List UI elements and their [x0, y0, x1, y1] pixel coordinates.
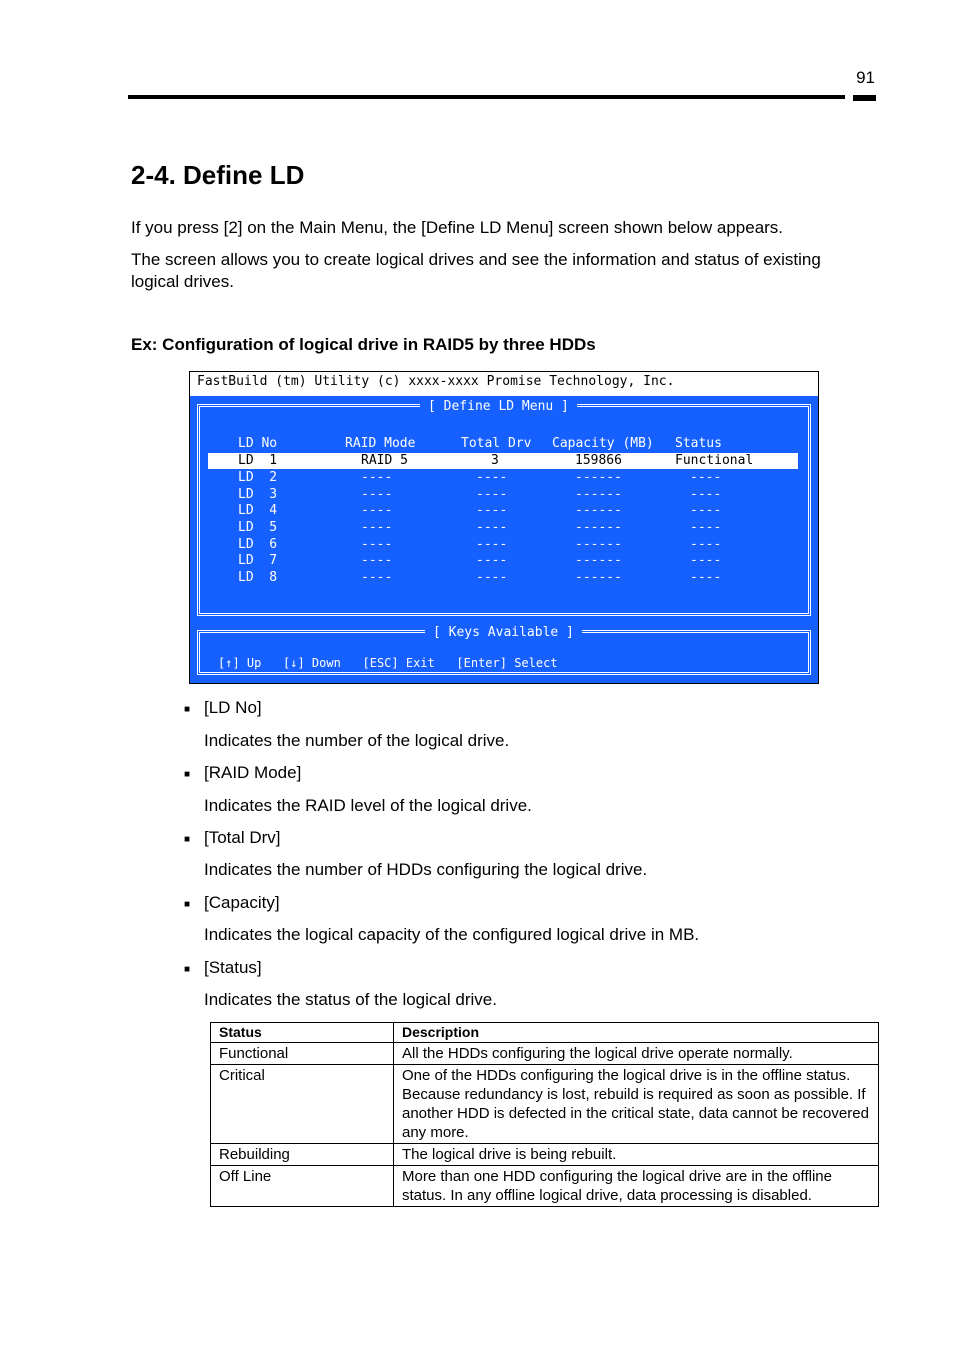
- bullet-icon: ■: [184, 769, 191, 780]
- raid-mode: ----: [361, 570, 393, 585]
- status: ----: [690, 470, 722, 485]
- field-desc-ld-no: Indicates the number of the logical drive.: [204, 731, 510, 750]
- column-header-ld-no: LD No: [238, 436, 278, 451]
- field-desc-status: Indicates the status of the logical drive.: [204, 990, 497, 1009]
- bullet-icon: ■: [184, 704, 191, 715]
- keys-available-label: [ Keys Available ]: [425, 625, 582, 641]
- bios-screenshot: [189, 371, 819, 684]
- total-drv: ----: [476, 487, 508, 502]
- define-ld-panel: [197, 399, 811, 616]
- ld-no: LD 6: [238, 537, 278, 552]
- table-header-description: Description: [394, 1023, 879, 1043]
- raid-mode: ----: [361, 553, 393, 568]
- status-cell: Rebuilding: [211, 1144, 394, 1166]
- description-cell: All the HDDs configuring the logical drive operate normally.: [394, 1043, 879, 1065]
- status: ----: [690, 570, 722, 585]
- column-header-status: Status: [675, 436, 722, 451]
- header-rule: [128, 95, 845, 99]
- section-title: 2-4. Define LD: [131, 160, 305, 190]
- field-desc-total-drv: Indicates the number of HDDs configuring the logical drive.: [204, 860, 648, 879]
- screen-body: [190, 396, 818, 683]
- description-cell: The logical drive is being rebuilt.: [394, 1144, 879, 1166]
- table-row: [211, 1166, 879, 1207]
- field-label-capacity: [Capacity]: [204, 893, 280, 912]
- ld-no: LD 8: [238, 570, 278, 585]
- raid-mode: ----: [361, 470, 393, 485]
- field-label-status: [Status]: [204, 958, 262, 977]
- ld-no: LD 5: [238, 520, 278, 535]
- capacity: ------: [575, 487, 622, 502]
- column-header-capacity: Capacity (MB): [552, 436, 654, 451]
- total-drv: ----: [476, 470, 508, 485]
- keys-list: [↑] Up [↓] Down [ESC] Exit [Enter] Select: [218, 656, 558, 670]
- table-row: [211, 1144, 879, 1166]
- table-row: [211, 1043, 879, 1065]
- status: ----: [690, 553, 722, 568]
- total-drv: 3: [491, 453, 499, 468]
- raid-mode: ----: [361, 487, 393, 502]
- header-tab: [853, 95, 876, 101]
- field-label-raid-mode: [RAID Mode]: [204, 763, 302, 782]
- status-cell: Critical: [211, 1065, 394, 1144]
- column-header-total-drv: Total Drv: [461, 436, 532, 451]
- raid-mode: ----: [361, 503, 393, 518]
- screen-title: FastBuild (tm) Utility (c) xxxx-xxxx Promise Technology, Inc.: [197, 374, 675, 389]
- total-drv: ----: [476, 520, 508, 535]
- field-label-ld-no: [LD No]: [204, 698, 262, 717]
- status: ----: [690, 537, 722, 552]
- bullet-icon: ■: [184, 899, 191, 910]
- ld-no: LD 1: [238, 453, 278, 468]
- capacity: ------: [575, 537, 622, 552]
- field-label-total-drv: [Total Drv]: [204, 828, 281, 847]
- example-heading: Ex: Configuration of logical drive in RAID5 by three HDDs: [131, 335, 596, 354]
- table-header-row: [211, 1023, 879, 1043]
- keys-available-panel: [197, 625, 811, 675]
- ld-no: LD 2: [238, 470, 278, 485]
- intro-paragraph-2: The screen allows you to create logical drives and see the information and status of existing logical drives.: [131, 250, 821, 291]
- define-ld-menu-label: [ Define LD Menu ]: [420, 399, 577, 415]
- description-cell: One of the HDDs configuring the logical drive is in the offline status. Because redundancy is lost, rebuild is required as soon as possible. If another HDD is defected in the critical state, data cannot be recovered any more.: [394, 1065, 879, 1144]
- field-desc-raid-mode: Indicates the RAID level of the logical drive.: [204, 796, 532, 815]
- total-drv: ----: [476, 553, 508, 568]
- status-cell: Off Line: [211, 1166, 394, 1207]
- capacity: 159866: [575, 453, 622, 468]
- capacity: ------: [575, 553, 622, 568]
- status-table: [210, 1022, 879, 1207]
- capacity: ------: [575, 520, 622, 535]
- bullet-icon: ■: [184, 834, 191, 845]
- ld-no: LD 7: [238, 553, 278, 568]
- page-number: 91: [856, 68, 875, 87]
- table-row: [211, 1065, 879, 1144]
- status: ----: [690, 520, 722, 535]
- ld-no: LD 4: [238, 503, 278, 518]
- table-header-status: Status: [211, 1023, 394, 1043]
- ld-no: LD 3: [238, 487, 278, 502]
- total-drv: ----: [476, 503, 508, 518]
- capacity: ------: [575, 470, 622, 485]
- raid-mode: ----: [361, 537, 393, 552]
- total-drv: ----: [476, 537, 508, 552]
- bullet-icon: ■: [184, 964, 191, 975]
- status-cell: Functional: [211, 1043, 394, 1065]
- capacity: ------: [575, 503, 622, 518]
- status: ----: [690, 487, 722, 502]
- total-drv: ----: [476, 570, 508, 585]
- field-desc-capacity: Indicates the logical capacity of the configured logical drive in MB.: [204, 925, 700, 944]
- status: Functional: [675, 453, 754, 468]
- raid-mode: ----: [361, 520, 393, 535]
- status: ----: [690, 503, 722, 518]
- description-cell: More than one HDD configuring the logical drive are in the offline status. In any offline logical drive, data processing is disabled.: [394, 1166, 879, 1207]
- intro-paragraph-1: If you press [2] on the Main Menu, the [Define LD Menu] screen shown below appears.: [131, 218, 784, 237]
- raid-mode: RAID 5: [361, 453, 408, 468]
- capacity: ------: [575, 570, 622, 585]
- column-header-raid-mode: RAID Mode: [345, 436, 416, 451]
